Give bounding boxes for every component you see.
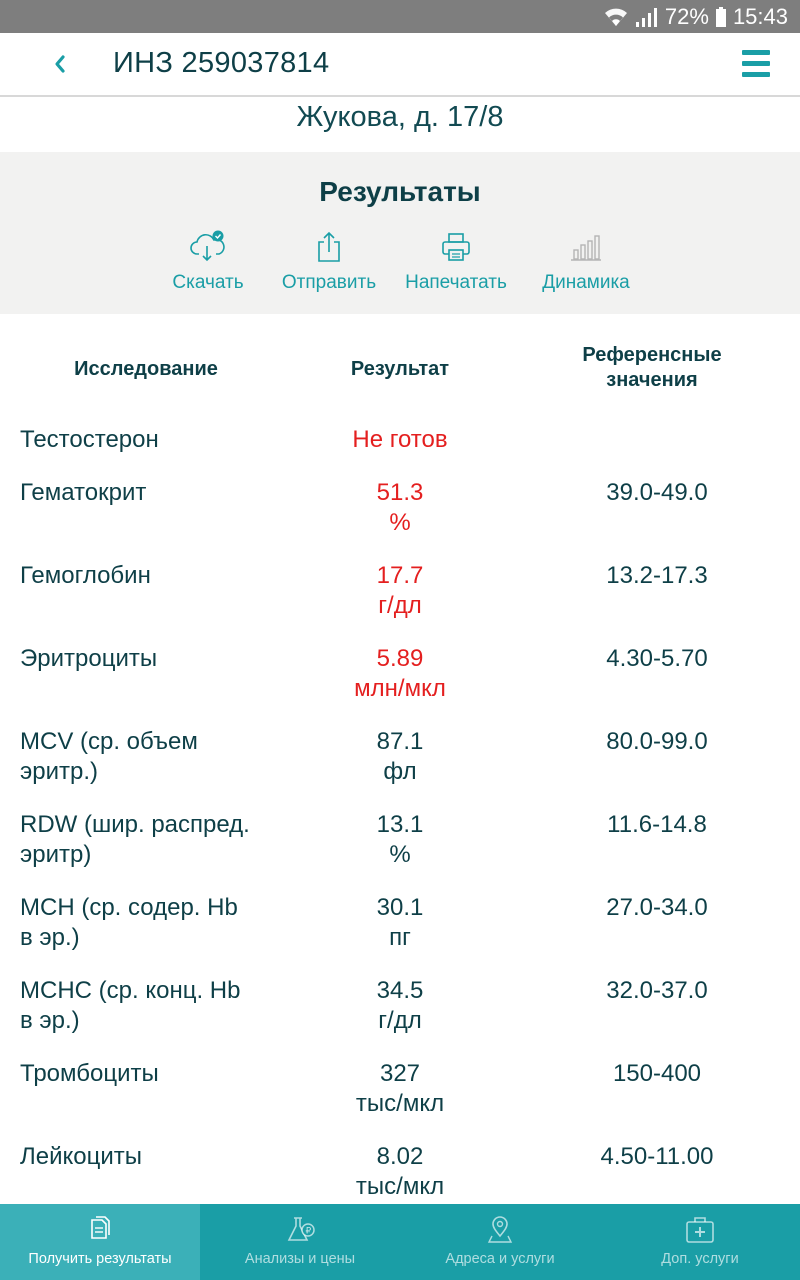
lab-address: Жукова, д. 17/8 [296,101,504,133]
row-reference: 150-400 [612,1060,702,1087]
hamburger-icon-bar [742,50,770,55]
row-name: MCH (ср. содер. Hb в эр.) [20,894,238,951]
header-reference-text: Референсные значения [582,344,722,391]
row-reference: 11.6-14.8 [607,811,707,838]
results-table-header [0,340,800,400]
nav-label: Анализы и цены [244,1251,356,1267]
back-button[interactable] [42,43,78,87]
chevron-left-icon [53,50,67,81]
status-bar-right [603,0,788,33]
row-name: Эритроциты [20,645,158,672]
row-name: Тестостерон [20,426,159,453]
send-button[interactable] [264,224,394,294]
wifi-icon [603,6,629,28]
bar-chart-icon [521,224,651,270]
row-reference: 39.0-49.0 [606,479,708,506]
header-result: Результат [350,358,450,380]
nav-label: Получить результаты [28,1251,172,1267]
svg-text:₽: ₽ [305,1226,312,1237]
row-name: Гемоглобин [20,562,151,589]
dynamics-label: Динамика [542,272,630,293]
row-reference: 27.0-34.0 [606,894,708,921]
header-reference [545,343,759,393]
row-result: 30.1 пг [376,894,424,951]
battery-icon [715,6,727,28]
hamburger-icon-bar [742,61,770,66]
page-title: ИНЗ 259037814 [113,47,330,79]
row-result: 327 тыс/мкл [355,1060,445,1117]
cloud-download-icon [143,224,273,270]
row-result: 8.02 тыс/мкл [355,1143,445,1200]
row-name: Гематокрит [20,479,147,506]
bottom-nav [0,1204,800,1280]
row-result: 17.7 г/дл [376,562,424,619]
results-title: Результаты [319,176,481,207]
nav-get-results[interactable] [0,1204,200,1280]
download-button[interactable] [143,224,273,294]
map-pin-icon [400,1216,600,1244]
row-result: 51.3 % [376,479,424,536]
send-label: Отправить [281,272,377,293]
print-label: Напечатать [405,272,507,293]
results-panel [0,152,800,314]
row-name: MCV (ср. объем эритр.) [20,728,198,785]
menu-button[interactable] [742,50,770,80]
share-icon [264,224,394,270]
print-button[interactable] [391,224,521,294]
row-result: 5.89 млн/мкл [354,645,446,702]
row-reference: 32.0-37.0 [606,977,708,1004]
row-reference: 80.0-99.0 [606,728,708,755]
row-name: Тромбоциты [20,1060,159,1087]
row-reference: 4.50-11.00 [600,1143,714,1170]
row-result: 87.1 фл [376,728,424,785]
documents-icon [0,1216,200,1244]
row-result: 13.1 % [376,811,424,868]
row-reference: 4.30-5.70 [606,645,708,672]
row-name: RDW (шир. распред. эритр) [20,811,250,868]
nav-label: Адреса и услуги [445,1251,555,1267]
download-label: Скачать [172,272,244,293]
row-result: 34.5 г/дл [376,977,424,1034]
printer-icon [391,224,521,270]
app-bar [0,33,800,97]
clock: 15:43 [732,3,788,29]
row-name: Лейкоциты [20,1143,143,1170]
battery-percent: 72% [664,3,709,29]
nav-addresses-services[interactable] [400,1204,600,1280]
nav-tests-prices[interactable] [200,1204,400,1280]
flask-price-icon [200,1216,400,1244]
hamburger-icon-bar [742,72,770,77]
row-result: Не готов [352,426,448,453]
row-reference: 13.2-17.3 [606,562,708,589]
signal-icon [635,6,659,28]
header-study: Исследование [74,358,218,380]
row-name: MCHC (ср. конц. Hb в эр.) [20,977,241,1034]
nav-extra-services[interactable] [600,1204,800,1280]
status-bar [0,0,800,33]
dynamics-button[interactable] [521,224,651,294]
medical-kit-icon [600,1216,800,1244]
nav-label: Доп. услуги [661,1251,739,1267]
